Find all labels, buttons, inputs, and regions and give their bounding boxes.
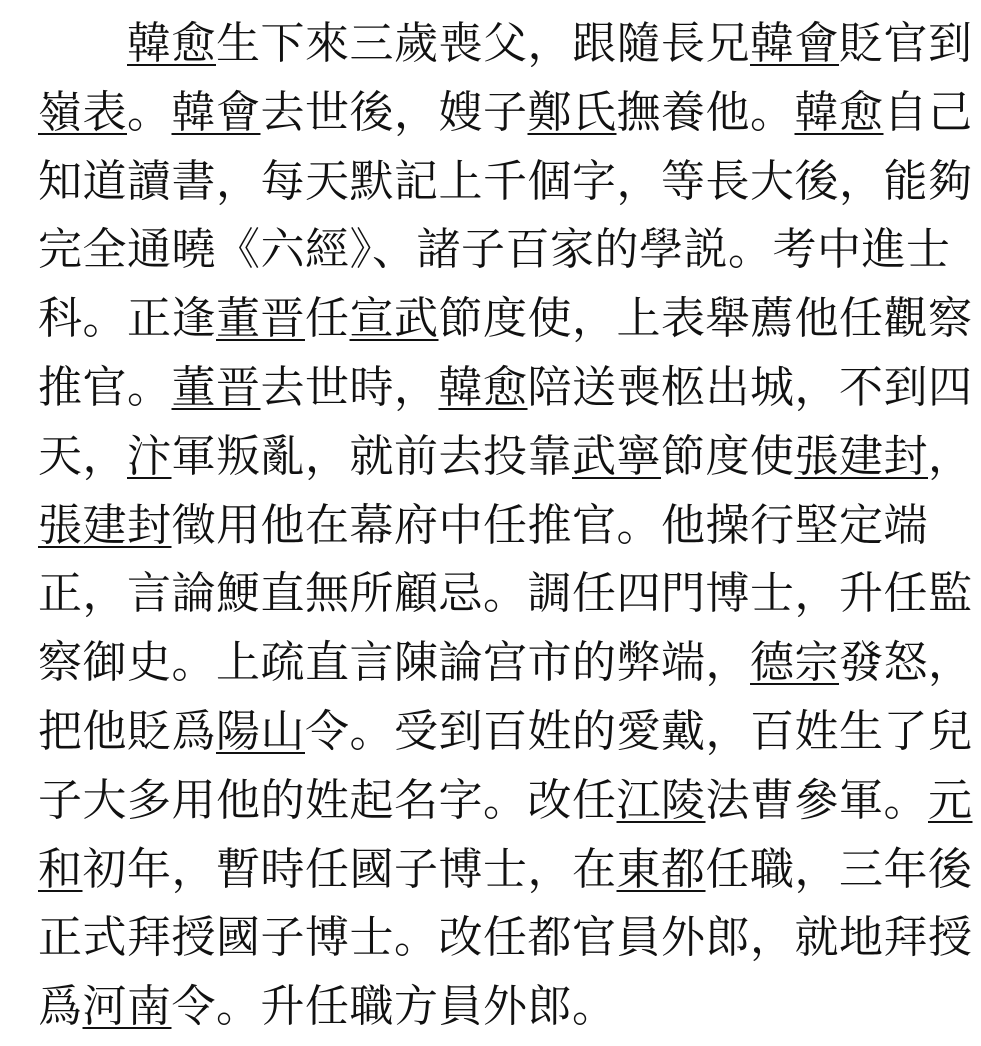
text-body [38, 14, 981, 1046]
text-segment: 正，言論鯁直無所顧忌。調任四門博士，升任監 [38, 568, 973, 620]
text-segment: ， [928, 430, 973, 482]
proper-name: 嶺表 [38, 86, 127, 138]
text-segment: 察御史。上疏直言陳論宫市的弊端， [38, 637, 750, 689]
text-segment: 節度使 [661, 430, 795, 482]
proper-name: 韓會 [171, 86, 261, 138]
text-line [38, 220, 981, 289]
text-segment: 正式拜授國子博士。改任都官員外郎，就地拜授 [38, 912, 973, 964]
text-line [38, 977, 981, 1046]
proper-name: 韓會 [750, 18, 839, 69]
proper-name: 元 [928, 774, 973, 826]
text-line [38, 152, 981, 221]
text-segment: 把他貶爲 [38, 705, 216, 757]
proper-name: 德宗 [750, 637, 839, 689]
text-segment: 天， [38, 430, 127, 482]
proper-name: 汴 [127, 430, 172, 482]
text-line [38, 83, 981, 152]
proper-name: 宣武 [349, 293, 439, 345]
text-segment: 任 [305, 293, 350, 345]
proper-name: 韓愈 [127, 18, 216, 69]
proper-name: 韓愈 [438, 361, 528, 413]
text-line [38, 427, 981, 496]
text-segment: 自己 [883, 86, 973, 138]
text-segment: 去世後，嫂子 [260, 86, 528, 138]
proper-name: 鄭氏 [527, 86, 617, 138]
text-segment [38, 18, 127, 69]
text-segment: 發怒， [839, 637, 973, 689]
text-segment: 令。受到百姓的愛戴，百姓生了兒 [305, 705, 973, 757]
proper-name: 東都 [616, 843, 706, 895]
text-line [38, 702, 981, 771]
proper-name: 武寧 [572, 430, 661, 482]
text-segment: 法曹參軍。 [705, 774, 928, 826]
text-segment: 任職，三年後 [705, 843, 973, 895]
text-segment: 節度使，上表舉薦他任觀察 [438, 293, 973, 345]
text-segment: 撫養他。 [616, 86, 795, 138]
text-line [38, 908, 981, 977]
text-line [38, 633, 981, 702]
text-segment: 貶官到 [839, 18, 973, 69]
proper-name: 和 [38, 843, 83, 895]
text-line [38, 564, 981, 633]
text-line [38, 496, 981, 565]
proper-name: 韓愈 [794, 86, 884, 138]
text-segment: 爲 [38, 981, 83, 1033]
text-segment: 去世時， [260, 361, 439, 413]
text-segment: 推官。 [38, 361, 172, 413]
proper-name: 江陵 [616, 774, 706, 826]
text-segment: 陪送喪柩出城，不到四 [527, 361, 973, 413]
text-segment: 軍叛亂，就前去投靠 [171, 430, 572, 482]
proper-name: 董晋 [171, 361, 261, 413]
text-line [38, 771, 981, 840]
text-line [38, 289, 981, 358]
proper-name: 張建封 [794, 430, 928, 482]
text-segment: 科。正逢 [38, 293, 216, 345]
text-segment: 初年，暫時任國子博士，在 [82, 843, 617, 895]
text-line [38, 358, 981, 427]
proper-name: 張建封 [38, 499, 172, 551]
proper-name: 河南 [82, 981, 172, 1033]
text-line [38, 14, 981, 83]
proper-name: 董晋 [216, 293, 305, 345]
text-segment: 完全通曉《六經》、諸子百家的學説。考中進士 [38, 224, 951, 276]
text-segment: 。 [127, 86, 172, 138]
text-segment: 子大多用他的姓起名字。改任 [38, 774, 617, 826]
text-segment: 徵用他在幕府中任推官。他操行堅定端 [171, 499, 928, 551]
proper-name: 陽山 [216, 705, 305, 757]
text-line [38, 840, 981, 909]
text-segment: 知道讀書，每天默記上千個字，等長大後，能夠 [38, 155, 973, 207]
text-segment: 令。升任職方員外郎。 [171, 981, 617, 1033]
text-segment: 生下來三歲喪父，跟隨長兄 [216, 18, 750, 69]
